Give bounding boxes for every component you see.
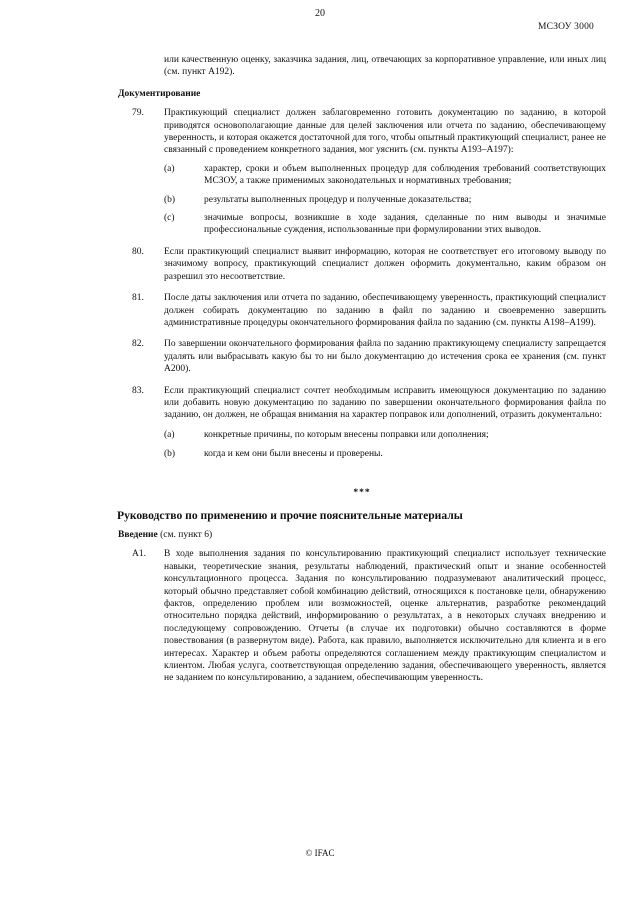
list-item [118,448,606,460]
list-item-text: значимые вопросы, возникшие в ходе задания, сделанные по ним выводы и значимые профессиональные суждения, использованные при формулировании этих выводов. [204,213,606,236]
list-item-text: конкретные причины, по которым внесены поправки или дополнения; [204,429,489,440]
paragraph-81 [118,292,606,329]
paragraph-text: Если практикующий специалист сочтет необходимым исправить имеющуюся документацию по заданию или добавить новую документацию по заданию по завершении окончательного формирования файла по заданию, он должен, не обращая внимания на характер поправок или дополнений, отразить документально: [164,385,606,421]
paragraph-text: В ходе выполнения задания по консультированию практикующий специалист использует технические навыки, теоретические знания, результаты наблюдений, практический опыт и знание особенностей консультационного процесса. Задания по консультированию подразумевают аналитический процесс, который обычно представляет собой комбинацию действий, относящихся к постановке цели, обнаружению фактов, определению проблем или возможностей, оценке альтернатив, разработке рекомендаций относительно порядка действий, информированию о результатах, а в некоторых случаях внедрению и последующему сопровождению. Отчеты (в случае их подготовки) обычно составляются в форме повествования (в развернутом виде). Работа, как правило, выполняется исключительно для клиента и в его интересах. Характер и объем работы определяются соглашением между практикующим специалистом и клиентом. Любая услуга, соответствующая определению задания, обеспечивающего уверенность, является не заданием по консультированию, а заданием, обеспечивающим уверенность. [164,549,606,684]
list-item-label: (a) [164,429,175,440]
paragraph-number: 81. [132,293,144,304]
page-footer: © IFAC [305,848,335,858]
list-item [118,194,606,206]
intro-heading-ref: (см. пункт 6) [157,529,213,540]
list-item-label: (c) [164,213,175,224]
list-item [118,212,606,237]
list-item [118,163,606,188]
list-item-label: (a) [164,163,175,174]
paragraph-text: После даты заключения или отчета по заданию, обеспечивающему уверенность, практикующий специалист должен собирать документацию по заданию в файл по заданию и своевременно завершить административные процедуры окончательного формирования файла по заданию (см. пункты А198–А199). [164,293,606,328]
paragraph-79 [118,107,606,157]
section-heading-documentation: Документирование [118,88,201,99]
paragraph-number: 80. [132,246,144,257]
list-item-label: (b) [164,449,176,460]
section-separator: *** [353,487,371,498]
paragraph-a1 [118,548,606,684]
page-content [118,54,606,685]
intro-heading-bold: Введение [118,529,158,540]
paragraph-text: Практикующий специалист должен заблаговременно готовить документацию по заданию, в которой приводятся основополагающие данные для целей заключения или отчета по заданию, обеспечивающему уверенность, и которая окажется достаточной для того, чтобы опытный практикующий специалист, ранее не связанный с проведением конкретного задания, мог уяснить (см. пункты А193–А197): [164,108,606,156]
paragraph-number: 79. [132,108,144,119]
guidance-title: Руководство по применению и прочие пояснительные материалы [117,508,463,522]
intro-heading [118,529,606,541]
list-item-text: результаты выполненных процедур и полученные доказательства; [204,194,472,205]
continuation-text: или качественную оценку, заказчика задания, лиц, отвечающих за корпоративное управление, или иных лиц (см. пункт А192). [164,55,606,78]
paragraph-83 [118,385,606,422]
document-code: МСЗОУ 3000 [538,22,594,32]
list-item [118,429,606,441]
list-item-label: (b) [164,194,176,205]
paragraph-number: A1. [132,549,146,560]
paragraph-82 [118,338,606,375]
paragraph-number: 83. [132,385,144,396]
page-number: 20 [315,8,325,19]
paragraph-80 [118,246,606,283]
paragraph-text: Если практикующий специалист выявит информацию, которая не соответствует его итоговому выводу по значимому вопросу, практикующий специалист должен оформить документально, каким образом он разрешил это несоответствие. [164,246,606,282]
paragraph-text: По завершении окончательного формирования файла по заданию практикующему специалисту запрещается удалять или выбрасывать какую бы то ни было документацию до истечения срока ее хранения (см. пункт А200). [164,339,606,375]
paragraph-number: 82. [132,339,144,350]
list-item-text: характер, сроки и объем выполненных процедур для соблюдения требований соответствующих МСЗОУ, а также применимых законодательных и нормативных требования; [204,163,606,187]
list-item-text: когда и кем они были внесены и проверены. [204,449,383,460]
